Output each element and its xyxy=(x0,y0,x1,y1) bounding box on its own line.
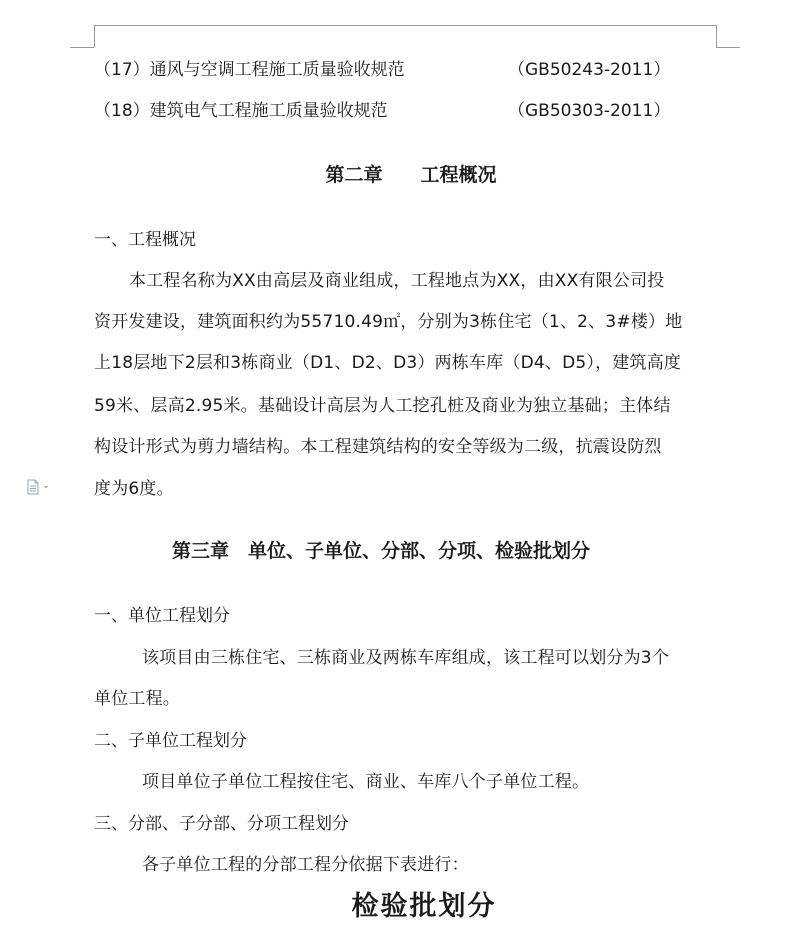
paragraph-line: 项目单位子单位工程按住宅、商业、车库八个子单位工程。 xyxy=(142,772,590,792)
header-corner-mark-right xyxy=(716,25,717,47)
section-heading: 三、分部、子分部、分项工程划分 xyxy=(94,814,349,834)
standard-item-18 xyxy=(94,100,724,122)
section-heading: 一、单位工程划分 xyxy=(94,606,230,626)
header-corner-mark-left-h xyxy=(70,47,94,48)
standard-code: （GB50303-2011） xyxy=(508,101,671,121)
chapter-3-title: 第三章 单位、子单位、分部、分项、检验批划分 xyxy=(171,540,590,562)
chapter-2-title: 第二章 工程概况 xyxy=(325,164,497,186)
paragraph-line: 各子单位工程的分部工程分依据下表进行： xyxy=(142,855,469,875)
paragraph-line: 度为6度。 xyxy=(94,479,174,499)
standard-code: （GB50243-2011） xyxy=(508,60,671,80)
paragraph-line: 本工程名称为XX由高层及商业组成，工程地点为XX，由XX有限公司投 xyxy=(129,271,665,291)
paragraph-line: 构设计形式为剪力墙结构。本工程建筑结构的安全等级为二级，抗震设防烈 xyxy=(94,437,662,457)
standard-label: （18）建筑电气工程施工质量验收规范 xyxy=(94,101,388,121)
paragraph-line: 单位工程。 xyxy=(94,689,180,709)
header-corner-mark-left xyxy=(94,25,95,47)
header-corner-mark-right-h xyxy=(716,47,740,48)
paragraph-line: 59米、层高2.95米。基础设计高层为人工挖孔桩及商业为独立基础；主体结 xyxy=(94,396,671,416)
standard-label: （17）通风与空调工程施工质量验收规范 xyxy=(94,60,405,80)
paragraph-line: 上18层地下2层和3栋商业（D1、D2、D3）两栋车库（D4、D5），建筑高度 xyxy=(94,353,682,373)
paragraph-line: 资开发建设，建筑面积约为55710.49㎡，分别为3栋住宅（1、2、3#楼）地 xyxy=(94,312,683,332)
standard-item-17 xyxy=(94,59,724,81)
paragraph-line: 该项目由三栋住宅、三栋商业及两栋车库组成，该工程可以划分为3个 xyxy=(142,648,670,668)
table-title: 检验批划分 xyxy=(351,891,497,922)
header-line xyxy=(94,25,716,26)
section-heading: 一、工程概况 xyxy=(94,230,196,250)
document-icon[interactable] xyxy=(26,479,52,495)
section-heading: 二、子单位工程划分 xyxy=(94,731,247,751)
